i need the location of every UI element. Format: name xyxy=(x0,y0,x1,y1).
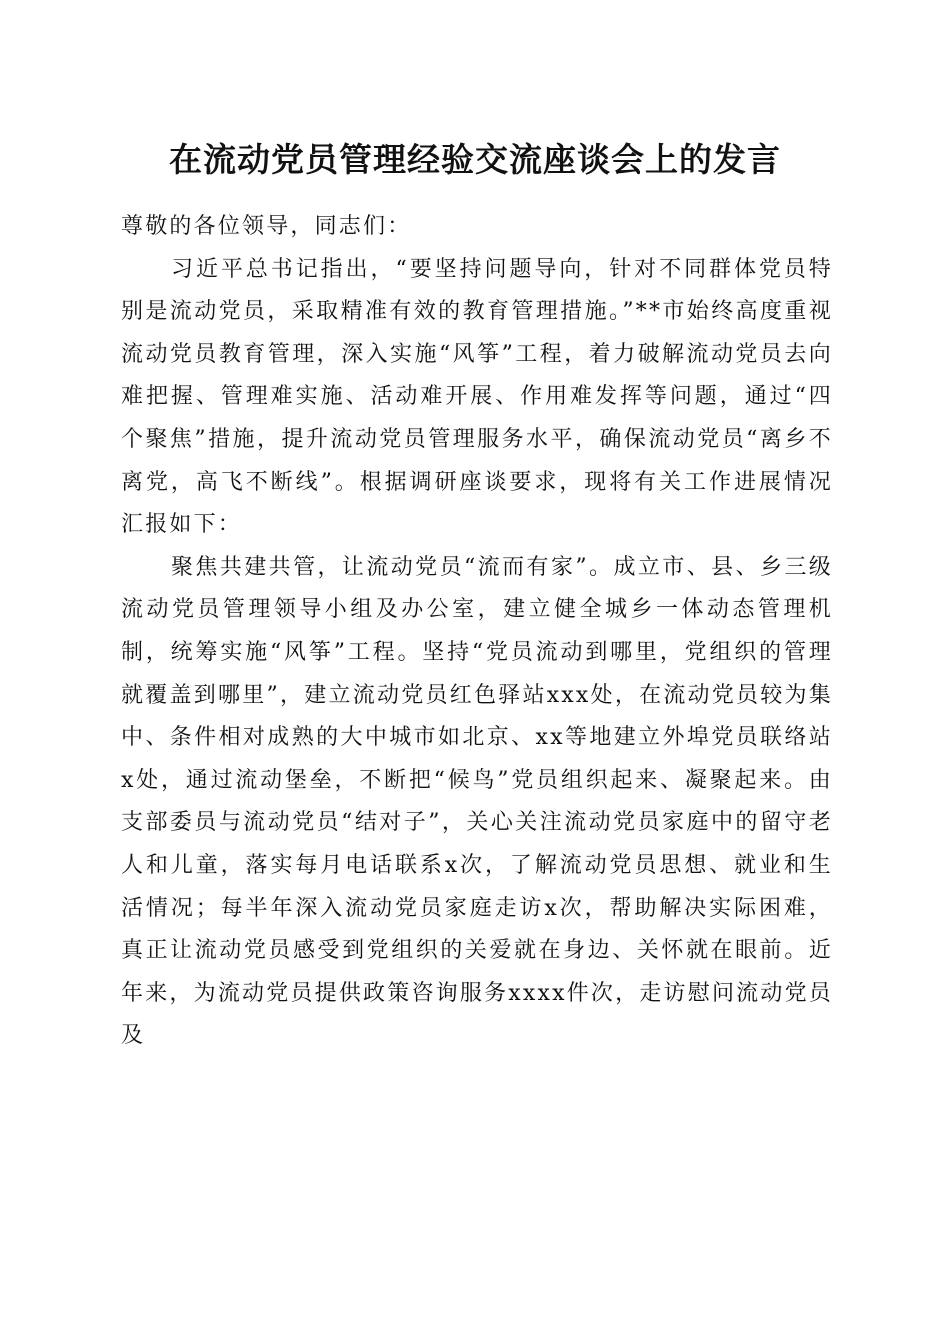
paragraph-section-1: 聚焦共建共管，让流动党员“流而有家”。成立市、县、乡三级流动党员管理领导小组及办公室，建立健全城乡一体动态管理机制，统筹实施“风筝”工程。坚持“党员流动到哪里，党组织的管理就覆盖到哪里”，建立流动党员红色驿站xxx处，在流动党员较为集中、条件相对成熟的大中城市如北京、xx等地建立外埠党员联络站x处，通过流动堡垒，不断把“候鸟”党员组织起来、凝聚起来。由支部委员与流动党员“结对子”，关心关注流动党员家庭中的留守老人和儿童，落实每月电话联系x次，了解流动党员思想、就业和生活情况；每半年深入流动党员家庭走访x次，帮助解决实际困难，真正让流动党员感受到党组织的关爱就在身边、关怀就在眼前。近年来，为流动党员提供政策咨询服务xxxx件次，走访慰问流动党员及 xyxy=(121,554,833,1049)
paragraph-intro: 习近平总书记指出，“要坚持问题导向，针对不同群体党员特别是流动党员，采取精准有效的教育管理措施。”**市始终高度重视流动党员教育管理，深入实施“风筝”工程，着力破解流动党员去向难把握、管理难实施、活动难开展、作用难发挥等问题，通过“四个聚焦”措施，提升流动党员管理服务水平，确保流动党员“离乡不离党，高飞不断线”。根据调研座谈要求，现将有关工作进展情况汇报如下： xyxy=(121,256,833,538)
document-body xyxy=(121,206,833,1058)
salutation: 尊敬的各位领导，同志们： xyxy=(121,214,412,239)
document-title: 在流动党员管理经验交流座谈会上的发言 xyxy=(169,140,781,179)
